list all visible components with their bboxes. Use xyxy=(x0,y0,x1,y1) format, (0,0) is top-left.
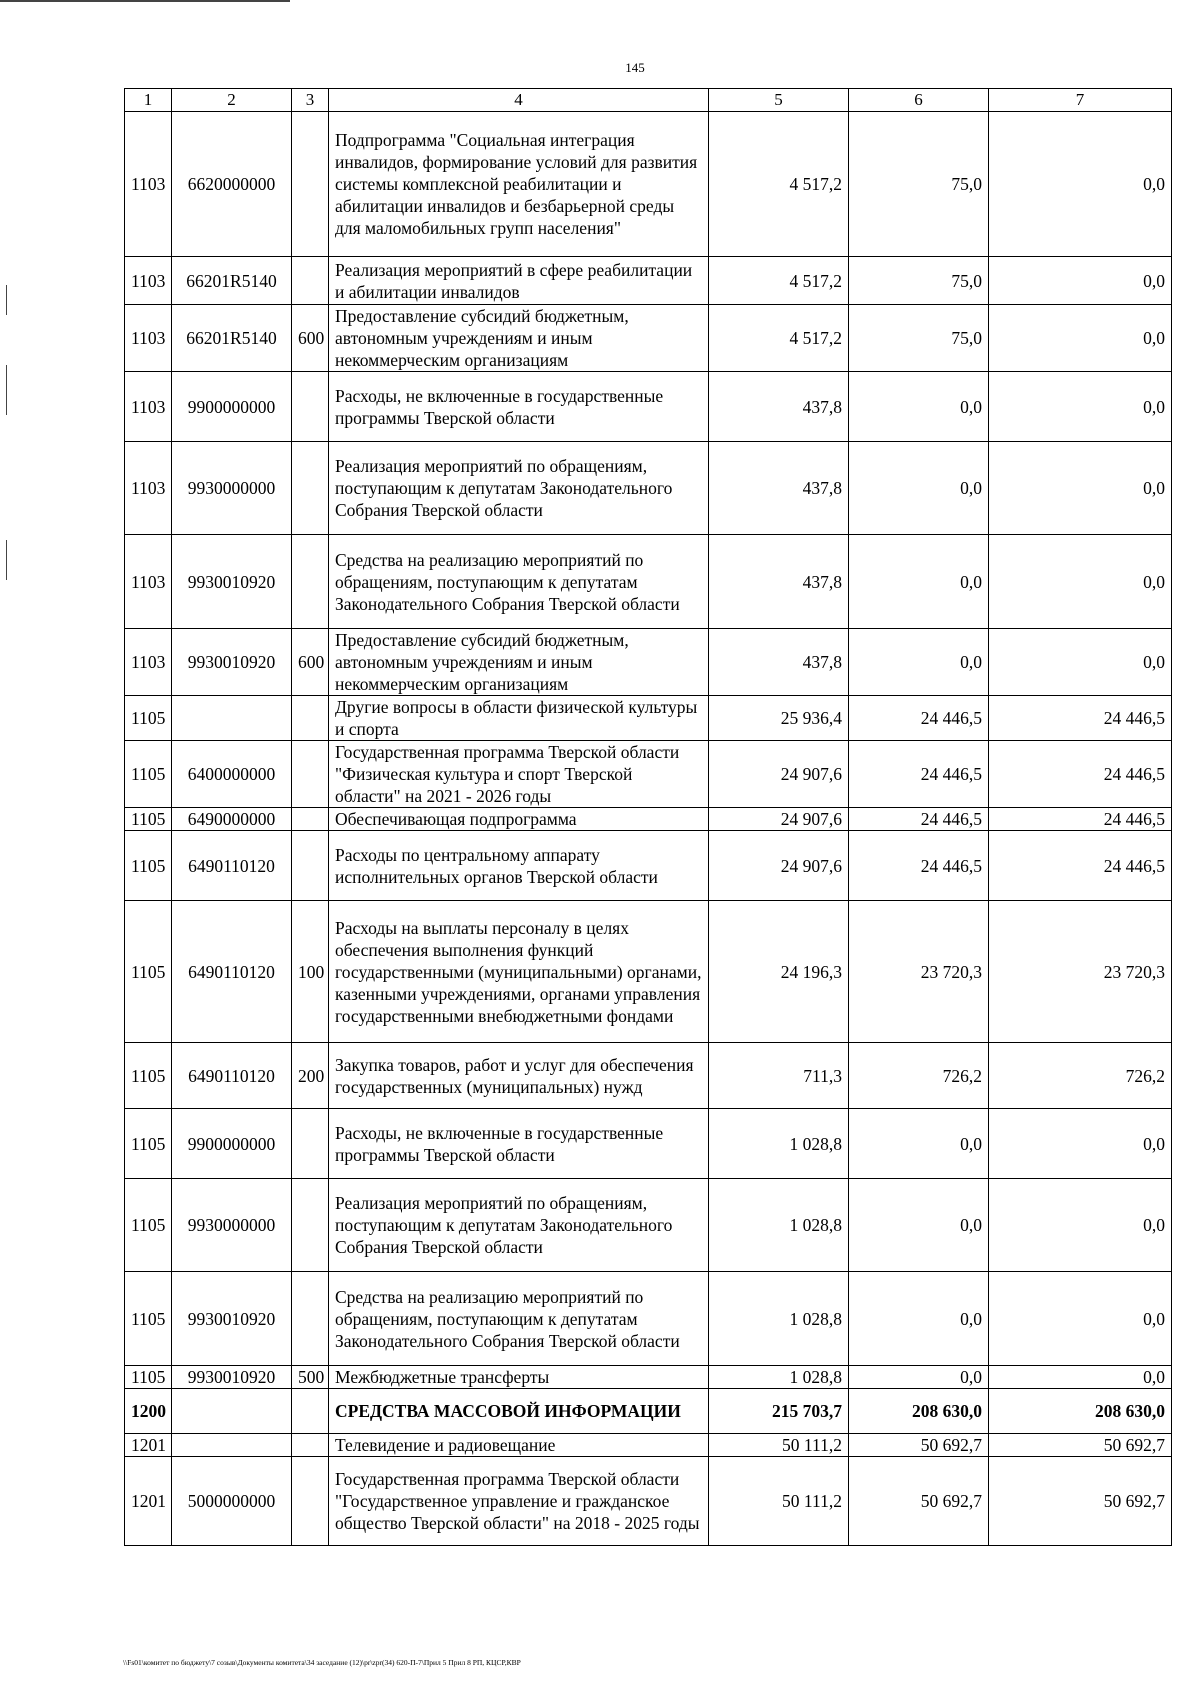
expense-type-code-cell: 200 xyxy=(292,1043,329,1109)
amount-cell: 0,0 xyxy=(989,372,1172,442)
amount-cell: 0,0 xyxy=(849,1109,989,1179)
amount-cell: 50 111,2 xyxy=(709,1457,849,1546)
amount-cell: 0,0 xyxy=(989,1179,1172,1272)
target-article-code-cell: 6490110120 xyxy=(172,831,292,901)
amount-cell: 24 446,5 xyxy=(989,808,1172,831)
expense-type-code-cell xyxy=(292,257,329,305)
amount-cell: 0,0 xyxy=(849,1272,989,1366)
section-code-cell: 1103 xyxy=(125,257,172,305)
target-article-code-cell xyxy=(172,696,292,741)
item-name-cell: Расходы, не включенные в государственные программы Тверской области xyxy=(329,372,709,442)
amount-cell: 24 907,6 xyxy=(709,831,849,901)
item-name-cell: Средства на реализацию мероприятий по обращениям, поступающим к депутатам Законодательного Собрания Тверской области xyxy=(329,1272,709,1366)
target-article-code-cell xyxy=(172,1389,292,1434)
target-article-code-cell: 6400000000 xyxy=(172,741,292,808)
expense-type-code-cell: 100 xyxy=(292,901,329,1043)
scan-artifact xyxy=(6,285,7,315)
item-name-cell: Телевидение и радиовещание xyxy=(329,1434,709,1457)
column-header: 1 xyxy=(125,89,172,112)
amount-cell: 24 907,6 xyxy=(709,741,849,808)
amount-cell: 0,0 xyxy=(989,442,1172,535)
item-name-cell: Расходы на выплаты персоналу в целях обеспечения выполнения функций государственными (муниципальными) органами, казенными учреждениями, органами управления государственными внебюджетными фондами xyxy=(329,901,709,1043)
amount-cell: 437,8 xyxy=(709,535,849,629)
column-header: 2 xyxy=(172,89,292,112)
amount-cell: 726,2 xyxy=(989,1043,1172,1109)
table-row xyxy=(125,535,1172,629)
section-code-cell: 1105 xyxy=(125,1272,172,1366)
item-name-cell: Расходы, не включенные в государственные программы Тверской области xyxy=(329,1109,709,1179)
table-row xyxy=(125,1366,1172,1389)
target-article-code-cell: 6490000000 xyxy=(172,808,292,831)
amount-cell: 50 692,7 xyxy=(989,1434,1172,1457)
item-name-cell: Другие вопросы в области физической культуры и спорта xyxy=(329,696,709,741)
amount-cell: 1 028,8 xyxy=(709,1179,849,1272)
amount-cell: 1 028,8 xyxy=(709,1366,849,1389)
target-article-code-cell: 66201R5140 xyxy=(172,305,292,372)
amount-cell: 75,0 xyxy=(849,305,989,372)
amount-cell: 0,0 xyxy=(989,257,1172,305)
amount-cell: 437,8 xyxy=(709,442,849,535)
section-code-cell: 1105 xyxy=(125,1043,172,1109)
amount-cell: 0,0 xyxy=(849,535,989,629)
item-name-cell: Реализация мероприятий по обращениям, поступающим к депутатам Законодательного Собрания Тверской области xyxy=(329,1179,709,1272)
section-code-cell: 1201 xyxy=(125,1457,172,1546)
item-name-cell: Реализация мероприятий в сфере реабилитации и абилитации инвалидов xyxy=(329,257,709,305)
amount-cell: 24 196,3 xyxy=(709,901,849,1043)
amount-cell: 208 630,0 xyxy=(849,1389,989,1434)
item-name-cell: СРЕДСТВА МАССОВОЙ ИНФОРМАЦИИ xyxy=(329,1389,709,1434)
table-row xyxy=(125,901,1172,1043)
amount-cell: 75,0 xyxy=(849,257,989,305)
amount-cell: 0,0 xyxy=(849,1366,989,1389)
target-article-code-cell: 9930010920 xyxy=(172,629,292,696)
table-row xyxy=(125,808,1172,831)
section-code-cell: 1103 xyxy=(125,372,172,442)
target-article-code-cell: 66201R5140 xyxy=(172,257,292,305)
amount-cell: 0,0 xyxy=(989,1366,1172,1389)
expense-type-code-cell: 600 xyxy=(292,629,329,696)
table-row xyxy=(125,442,1172,535)
item-name-cell: Подпрограмма "Социальная интеграция инвалидов, формирование условий для развития системы комплексной реабилитации и абилитации инвалидов и безбарьерной среды для маломобильных групп населения" xyxy=(329,112,709,257)
amount-cell: 0,0 xyxy=(989,629,1172,696)
table-row xyxy=(125,1389,1172,1434)
section-code-cell: 1103 xyxy=(125,305,172,372)
section-code-cell: 1201 xyxy=(125,1434,172,1457)
table-row xyxy=(125,1179,1172,1272)
section-code-cell: 1200 xyxy=(125,1389,172,1434)
target-article-code-cell xyxy=(172,1434,292,1457)
section-code-cell: 1103 xyxy=(125,629,172,696)
amount-cell: 0,0 xyxy=(989,305,1172,372)
amount-cell: 75,0 xyxy=(849,112,989,257)
amount-cell: 24 446,5 xyxy=(849,696,989,741)
section-code-cell: 1105 xyxy=(125,901,172,1043)
amount-cell: 23 720,3 xyxy=(989,901,1172,1043)
expense-type-code-cell xyxy=(292,1457,329,1546)
amount-cell: 215 703,7 xyxy=(709,1389,849,1434)
table-row xyxy=(125,1043,1172,1109)
amount-cell: 1 028,8 xyxy=(709,1272,849,1366)
table-row xyxy=(125,696,1172,741)
section-code-cell: 1103 xyxy=(125,442,172,535)
amount-cell: 50 111,2 xyxy=(709,1434,849,1457)
section-code-cell: 1105 xyxy=(125,1366,172,1389)
amount-cell: 24 446,5 xyxy=(989,831,1172,901)
amount-cell: 4 517,2 xyxy=(709,305,849,372)
amount-cell: 0,0 xyxy=(849,372,989,442)
amount-cell: 4 517,2 xyxy=(709,257,849,305)
amount-cell: 50 692,7 xyxy=(849,1457,989,1546)
amount-cell: 0,0 xyxy=(989,112,1172,257)
item-name-cell: Обеспечивающая подпрограмма xyxy=(329,808,709,831)
page-number: 145 xyxy=(625,60,645,75)
section-code-cell: 1103 xyxy=(125,535,172,629)
amount-cell: 0,0 xyxy=(849,629,989,696)
target-article-code-cell: 9900000000 xyxy=(172,372,292,442)
amount-cell: 0,0 xyxy=(849,442,989,535)
expense-type-code-cell xyxy=(292,1434,329,1457)
expense-type-code-cell xyxy=(292,1389,329,1434)
column-header: 5 xyxy=(709,89,849,112)
column-header: 6 xyxy=(849,89,989,112)
section-code-cell: 1105 xyxy=(125,808,172,831)
column-header: 3 xyxy=(292,89,329,112)
expense-type-code-cell xyxy=(292,1272,329,1366)
target-article-code-cell: 9930000000 xyxy=(172,442,292,535)
file-path-footer: \\Fs01\комитет по бюджету\7 созыв\Документы комитета\34 заседание (12)\pr\zpr(34) 620-П-7\Прил 5 Прил 8 РП, КЦСР,КВР xyxy=(123,1658,521,1667)
expense-type-code-cell xyxy=(292,442,329,535)
amount-cell: 24 907,6 xyxy=(709,808,849,831)
item-name-cell: Средства на реализацию мероприятий по обращениям, поступающим к депутатам Законодательного Собрания Тверской области xyxy=(329,535,709,629)
expense-type-code-cell xyxy=(292,696,329,741)
expense-type-code-cell xyxy=(292,1179,329,1272)
target-article-code-cell: 9930000000 xyxy=(172,1179,292,1272)
expense-type-code-cell xyxy=(292,535,329,629)
table-row xyxy=(125,372,1172,442)
amount-cell: 24 446,5 xyxy=(849,808,989,831)
section-code-cell: 1105 xyxy=(125,831,172,901)
table-row xyxy=(125,1457,1172,1546)
amount-cell: 50 692,7 xyxy=(989,1457,1172,1546)
table-row xyxy=(125,629,1172,696)
table-row xyxy=(125,112,1172,257)
amount-cell: 24 446,5 xyxy=(989,696,1172,741)
amount-cell: 711,3 xyxy=(709,1043,849,1109)
section-code-cell: 1105 xyxy=(125,1109,172,1179)
expense-type-code-cell xyxy=(292,1109,329,1179)
amount-cell: 24 446,5 xyxy=(849,741,989,808)
table-row xyxy=(125,1434,1172,1457)
amount-cell: 437,8 xyxy=(709,629,849,696)
amount-cell: 0,0 xyxy=(989,535,1172,629)
table-row xyxy=(125,1272,1172,1366)
target-article-code-cell: 6620000000 xyxy=(172,112,292,257)
item-name-cell: Предоставление субсидий бюджетным, автономным учреждениям и иным некоммерческим организациям xyxy=(329,629,709,696)
table-row xyxy=(125,741,1172,808)
amount-cell: 24 446,5 xyxy=(849,831,989,901)
amount-cell: 208 630,0 xyxy=(989,1389,1172,1434)
expense-type-code-cell xyxy=(292,112,329,257)
expense-type-code-cell xyxy=(292,372,329,442)
budget-table xyxy=(124,88,1172,1546)
target-article-code-cell: 9900000000 xyxy=(172,1109,292,1179)
expense-type-code-cell: 500 xyxy=(292,1366,329,1389)
amount-cell: 0,0 xyxy=(989,1109,1172,1179)
section-code-cell: 1105 xyxy=(125,1179,172,1272)
scan-artifact xyxy=(6,540,7,580)
expense-type-code-cell xyxy=(292,741,329,808)
section-code-cell: 1103 xyxy=(125,112,172,257)
item-name-cell: Расходы по центральному аппарату исполнительных органов Тверской области xyxy=(329,831,709,901)
item-name-cell: Государственная программа Тверской области "Государственное управление и гражданское общество Тверской области" на 2018 - 2025 годы xyxy=(329,1457,709,1546)
amount-cell: 726,2 xyxy=(849,1043,989,1109)
item-name-cell: Закупка товаров, работ и услуг для обеспечения государственных (муниципальных) нужд xyxy=(329,1043,709,1109)
expense-type-code-cell: 600 xyxy=(292,305,329,372)
expense-type-code-cell xyxy=(292,831,329,901)
item-name-cell: Предоставление субсидий бюджетным, автономным учреждениям и иным некоммерческим организациям xyxy=(329,305,709,372)
table-row xyxy=(125,257,1172,305)
target-article-code-cell: 5000000000 xyxy=(172,1457,292,1546)
amount-cell: 25 936,4 xyxy=(709,696,849,741)
table-row xyxy=(125,831,1172,901)
table-row xyxy=(125,1109,1172,1179)
table-header-row xyxy=(125,89,1172,112)
item-name-cell: Государственная программа Тверской области "Физическая культура и спорт Тверской области" на 2021 - 2026 годы xyxy=(329,741,709,808)
item-name-cell: Реализация мероприятий по обращениям, поступающим к депутатам Законодательного Собрания Тверской области xyxy=(329,442,709,535)
target-article-code-cell: 9930010920 xyxy=(172,535,292,629)
target-article-code-cell: 6490110120 xyxy=(172,1043,292,1109)
expense-type-code-cell xyxy=(292,808,329,831)
target-article-code-cell: 6490110120 xyxy=(172,901,292,1043)
section-code-cell: 1105 xyxy=(125,696,172,741)
amount-cell: 50 692,7 xyxy=(849,1434,989,1457)
amount-cell: 23 720,3 xyxy=(849,901,989,1043)
amount-cell: 4 517,2 xyxy=(709,112,849,257)
item-name-cell: Межбюджетные трансферты xyxy=(329,1366,709,1389)
amount-cell: 1 028,8 xyxy=(709,1109,849,1179)
scan-artifact xyxy=(6,365,7,415)
amount-cell: 0,0 xyxy=(849,1179,989,1272)
amount-cell: 24 446,5 xyxy=(989,741,1172,808)
amount-cell: 0,0 xyxy=(989,1272,1172,1366)
section-code-cell: 1105 xyxy=(125,741,172,808)
target-article-code-cell: 9930010920 xyxy=(172,1272,292,1366)
target-article-code-cell: 9930010920 xyxy=(172,1366,292,1389)
column-header: 7 xyxy=(989,89,1172,112)
column-header: 4 xyxy=(329,89,709,112)
amount-cell: 437,8 xyxy=(709,372,849,442)
scan-artifact xyxy=(0,0,290,2)
table-row xyxy=(125,305,1172,372)
